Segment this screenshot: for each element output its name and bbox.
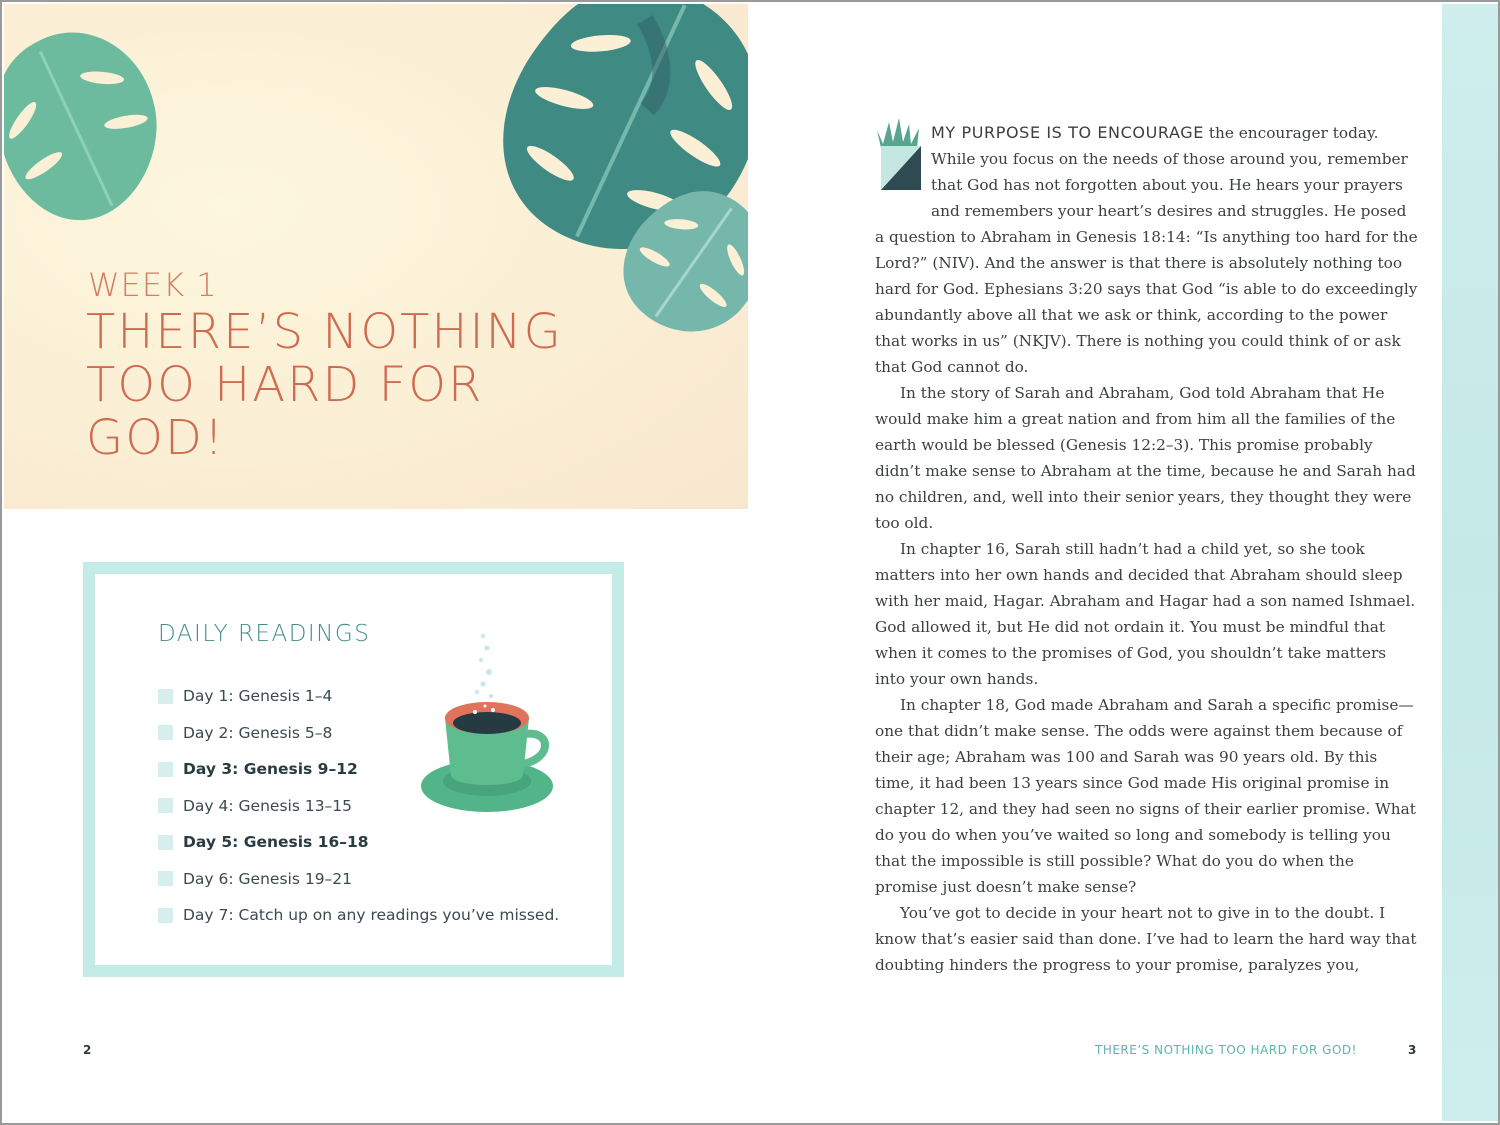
- body-paragraph: In chapter 18, God made Abraham and Sarah a specific promise—one that didn’t make sense. The odds were against them because of their age; Abraham was 100 and Sarah was 90 years old. By this time, it had been 13 years since God made His original promise in chapter 12, and they had seen no signs of their earlier promise. What do you do when you’ve waited so long and somebody is telling you that the impossible is still possible? What do you do when the promise just doesn’t make sense?: [875, 696, 1416, 896]
- daily-readings-title: DAILY READINGS: [158, 621, 371, 647]
- reading-label: Day 7: Catch up on any readings you’ve missed.: [183, 906, 560, 925]
- checkbox[interactable]: [158, 798, 173, 813]
- running-head: THERE’S NOTHING TOO HARD FOR GOD!: [1095, 1043, 1357, 1057]
- coffee-cup-icon: [415, 626, 555, 826]
- body-text: [875, 120, 1420, 978]
- checkbox[interactable]: [158, 835, 173, 850]
- checkbox[interactable]: [158, 871, 173, 886]
- daily-readings-panel: [95, 574, 612, 965]
- decorative-edge-strip: [1442, 4, 1498, 1121]
- checkbox[interactable]: [158, 908, 173, 923]
- body-paragraph: You’ve got to decide in your heart not to give in to the doubt. I know that’s easier said than done. I’ve had to learn the hard way that doubting hinders the progress to your promise, paralyzes you,: [875, 904, 1417, 974]
- reading-label: Day 3: Genesis 9–12: [183, 760, 358, 779]
- page-number-right: 3: [1408, 1043, 1417, 1057]
- reading-label: Day 2: Genesis 5–8: [183, 723, 333, 742]
- body-paragraph: [875, 120, 1420, 380]
- reading-label: Day 5: Genesis 16–18: [183, 833, 369, 852]
- body-paragraph: In the story of Sarah and Abraham, God told Abraham that He would make him a great nation and from him all the families of the earth would be blessed (Genesis 12:2–3). This promise probably didn’t make sense to Abraham at the time, because he and Sarah had no children, and, well into their senior years, they thought they were too old.: [875, 384, 1416, 532]
- reading-label: Day 6: Genesis 19–21: [183, 869, 353, 888]
- chapter-hero: [4, 4, 748, 509]
- right-page: [750, 0, 1500, 1125]
- chapter-title: THERE’S NOTHING TOO HARD FOR GOD!: [86, 304, 563, 466]
- reading-item: [158, 861, 559, 898]
- reading-item: [158, 824, 559, 861]
- week-label: WEEK 1: [88, 266, 218, 304]
- daily-readings-box: [83, 562, 624, 977]
- reading-label: Day 4: Genesis 13–15: [183, 796, 353, 815]
- checkbox[interactable]: [158, 762, 173, 777]
- reading-item: [158, 897, 559, 934]
- checkbox[interactable]: [158, 725, 173, 740]
- lead-in-caps: MY PURPOSE IS TO ENCOURAGE: [931, 123, 1204, 142]
- paragraph-text: the encourager today. While you focus on the needs of those around you, remember that God has not forgotten about you. He hears your prayers and remembers your heart’s desires and struggles. He posed a question to Abraham in Genesis 18:14: “Is anything too hard for the Lord?” (NIV). And the answer is that there is absolutely nothing too hard for God. Ephesians 3:20 says that God “is able to do exceedingly abundantly above all that we ask or think, according to the power that works in us” (NKJV). There is nothing you could think of or ask that God cannot do.: [875, 124, 1418, 376]
- body-paragraph: In chapter 16, Sarah still hadn’t had a child yet, so she took matters into her own hands and decided that Abraham should sleep with her maid, Hagar. Abraham and Hagar had a son named Ishmael. God allowed it, but He did not ordain it. You must be mindful that when it comes to the promises of God, you shouldn’t take matters into your own hands.: [875, 540, 1416, 688]
- page-number-left: 2: [83, 1043, 92, 1057]
- checkbox[interactable]: [158, 689, 173, 704]
- reading-label: Day 1: Genesis 1–4: [183, 687, 333, 706]
